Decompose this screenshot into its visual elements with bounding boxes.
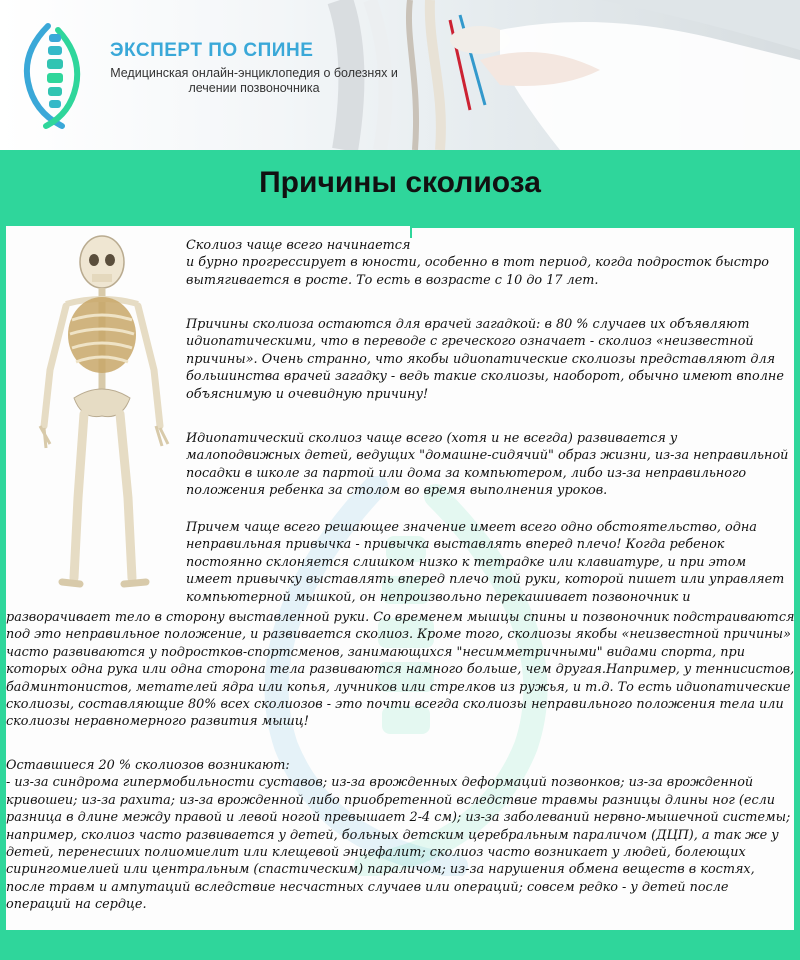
paragraph-habit: Причем чаще всего решающее значение имеет всего одно обстоятельство, одна неправильная привычка - привычка выставлять вперед плечо! Когда ребенок постоянно склоняется слишком низко к тетрадке или клавиатуре, и при этом имеет привычку выставлять вперед плечо той руки, которой пишет или управляет компьютерной мышкой, он непроизвольно перекашивает позвоночник и bbox=[186, 520, 785, 605]
paragraph-causes: Причины сколиоза остаются для врачей загадкой: в 80 % случаев их объявляют идиопатическими, что в переводе с греческого означает - сколиоз «неизвестной причины». Очень странно, что якобы идиопатические сколиозы представляют для большинства врачей загадку - ведь такие сколиозы, наоборот, обычно имеют вполне объяснимую и очевидную причину! bbox=[186, 317, 784, 402]
header bbox=[0, 0, 800, 150]
spine-logo-icon bbox=[18, 22, 88, 130]
page-title: Причины сколиоза bbox=[259, 166, 541, 199]
paragraph-idiopathic: Идиопатический сколиоз чаще всего (хотя и не всегда) развивается у малоподвижных детей, ведущих "домашне-сидячий" образ жизни, из-за неправильной посадки в школе за партой или дома за компьютером, либо из-за неправильного положения ребенка за столом во время выполнения уроков. bbox=[186, 431, 789, 499]
brand-name: ЭКСПЕРТ ПО СПИНЕ bbox=[110, 40, 314, 61]
footer-band bbox=[0, 930, 800, 960]
paragraph-intro: Сколиоз чаще всего начинается и бурно прогрессирует в юности, особенно в тот период, когда подросток быстро вытягивается в росте. То есть в возрасте с 10 до 17 лет. bbox=[186, 238, 769, 288]
paragraph-sports: разворачивает тело в сторону выставленной руки. Со временем мышцы спины и позвоночник подстраиваются под это неправильное положение, и развивается сколиоз. Кроме того, сколиозы якобы «неизвестной причины» часто развиваются у подростков-спортсменов, занимающихся "несимметричными" видами спорта, при которых одна рука или одна сторона тела развиваются намного больше, чем другая.Например, у теннисистов, бадминтонистов, метателей ядра или копья, лучников или стрелков из ружья, и т.д. То есть идиопатические сколиозы, составляющие 80% всех сколиозов - это почти всегда сколиозы неправильного положения тела или сколиозы неравномерного развития мышц! bbox=[6, 610, 795, 730]
brand-tagline: Медицинская онлайн-энциклопедия о болезнях и лечении позвоночника bbox=[110, 66, 398, 95]
skeleton-illustration-icon bbox=[36, 230, 186, 600]
paragraph-other-causes: Оставшиеся 20 % сколиозов возникают: - из-за синдрома гипермобильности суставов; из-за врожденных деформаций позвонков; из-за врожденной кривошеи; из-за рахита; из-за врожденной либо приобретенной вследствие травмы разницы длины ног (если разница в длине между правой и левой ногой превышает 2-4 см); из-за заболеваний нервно-мышечной системы; например, сколиоз часто развивается у детей, больных детским церебральным параличом (ДЦП), а так же у детей, перенесших полиомиелит или клещевой энцефалит; сколиоз часто возникает у людей, болеющих сирингомиелией или центральным (спастическим) параличом; из-за нарушения обмена веществ в костях, после травм и ампутаций вследствие несчастных случаев или операций; совсем редко - у детей после операций на сердце. bbox=[6, 758, 791, 913]
